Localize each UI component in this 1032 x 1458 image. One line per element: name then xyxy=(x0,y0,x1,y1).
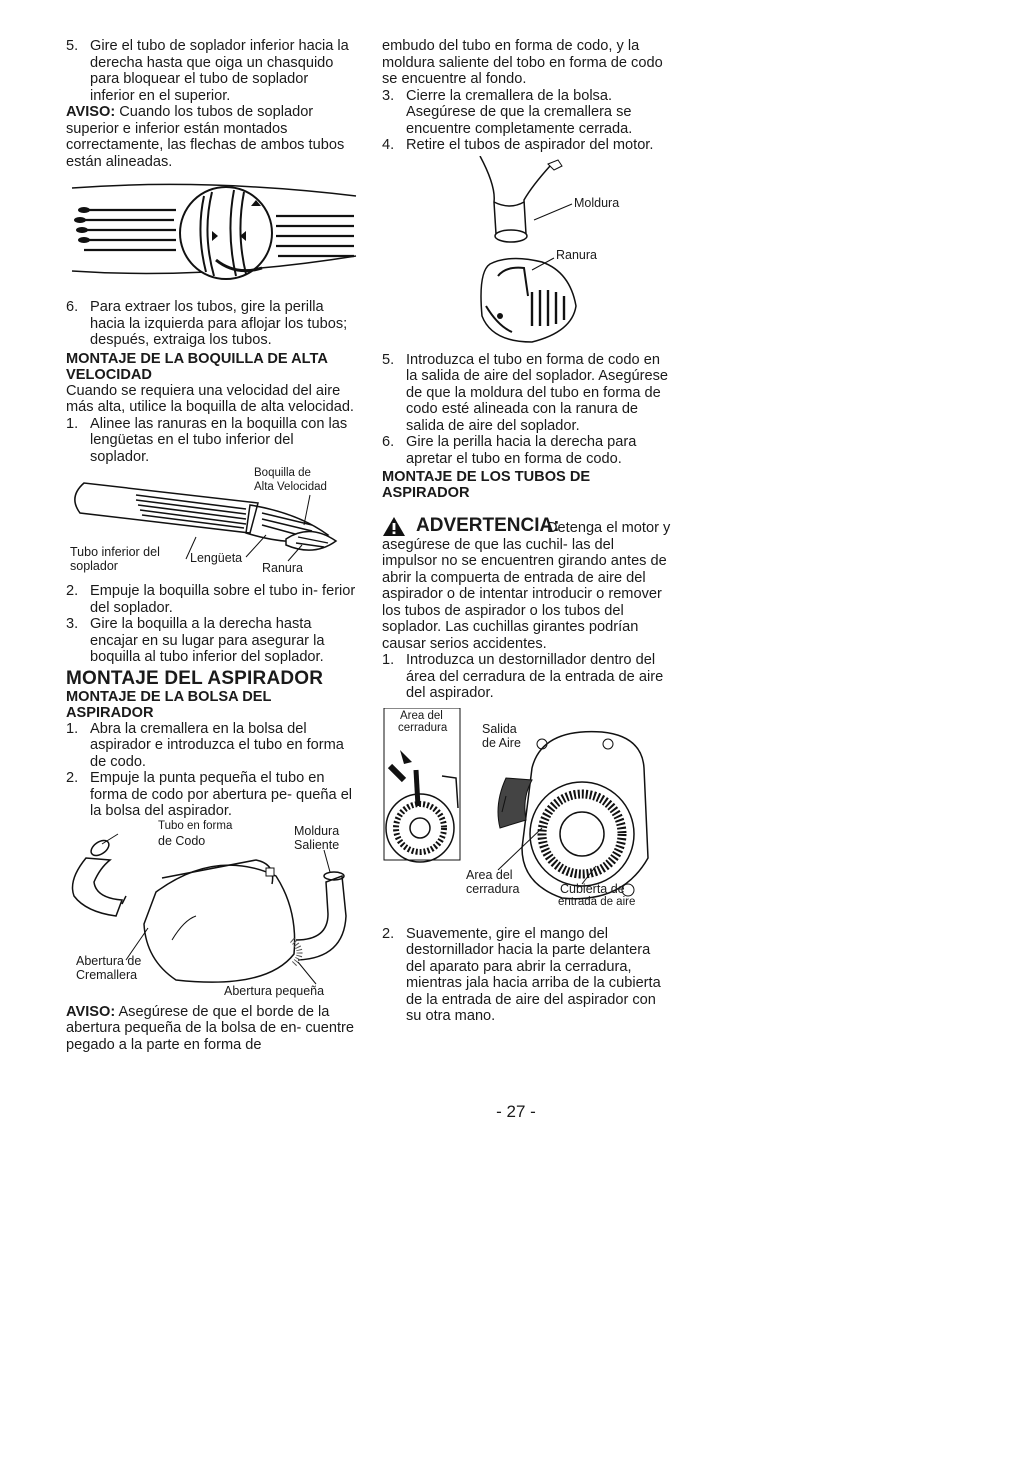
step-text: Gire la boquilla a la derecha hasta encajar en su lugar para asegurar la boquilla al tubo inferior del soplador. xyxy=(90,616,325,665)
label-alta-velocidad: Alta Velocidad xyxy=(254,481,327,493)
step-5 xyxy=(66,38,356,104)
step-t1 xyxy=(382,652,672,702)
step-text: Alinee las ranuras en la boquilla con las lengüetas en el tubo inferior del soplador. xyxy=(90,415,348,465)
step-text: Retire el tubos de aspirador del motor. xyxy=(406,137,654,153)
label-boquilla: Boquilla de xyxy=(254,467,311,479)
label-ranura: Ranura xyxy=(556,247,597,262)
left-column xyxy=(66,38,356,1053)
step-text: Gire la perilla hacia la derecha para apretar el tubo en forma de codo. xyxy=(406,434,637,467)
step-b3 xyxy=(66,616,356,666)
step-t2 xyxy=(382,926,672,1025)
label-de-aire: de Aire xyxy=(482,735,521,750)
bag-figure xyxy=(66,820,356,1004)
warning-text: Detenga el motor y asegúrese de que las cuchil- las del impulsor no se encuentren girando antes de abrir la compuerta de entrada de aire del aspirador o de intentar introducir o remover los tubos de aspirador o los tubos del soplador. Las cuchillas girantes podrían causar serios accidentes. xyxy=(382,520,671,652)
lock-figure xyxy=(382,708,672,918)
label-moldura: Moldura xyxy=(294,823,340,838)
page-number: - 27 - xyxy=(496,1102,536,1121)
step-b2 xyxy=(66,583,356,616)
elbow-illustration xyxy=(382,156,672,352)
step-number: 3. xyxy=(66,616,79,632)
step-text: Abra la cremallera en la bolsa del aspirador e introduzca el tubo en forma de codo. xyxy=(90,720,344,770)
step-b1 xyxy=(66,416,356,466)
label-entrada-de-aire: entrada de aire xyxy=(558,895,636,908)
label-cerradura-small: cerradura xyxy=(398,721,448,734)
label-cubierta: Cubierta de xyxy=(560,881,625,896)
warning-icon xyxy=(382,516,406,537)
section-title-boquilla: MONTAJE DE LA BOQUILLA DE ALTA VELOCIDAD xyxy=(66,350,328,383)
warning-label: ADVERTENCIA: xyxy=(416,515,560,536)
label-salida: Salida xyxy=(482,721,517,736)
label-ranura: Ranura xyxy=(262,561,303,575)
step-number: 1. xyxy=(66,720,79,737)
step-text: Introduzca el tubo en forma de codo en la salida de aire del soplador. Asegúrese de que la moldura del tubo en forma de codo esté alineada con la ranura de salida de aire del soplador. xyxy=(406,351,669,434)
step-text: Gire el tubo de soplador inferior hacia la derecha hasta que oiga un chasquido para bloquear el tubo de soplador inferior en el superior. xyxy=(90,38,349,104)
aviso-label: AVISO: xyxy=(66,1003,116,1020)
step-number: 6. xyxy=(382,434,395,450)
label-tubo-forma: Tubo en forma xyxy=(158,819,233,832)
label-de-codo: de Codo xyxy=(158,833,206,848)
step-a1 xyxy=(66,721,356,771)
step-6 xyxy=(66,299,356,349)
step-number: 6. xyxy=(66,299,79,315)
section-title-tubos: MONTAJE DE LOS TUBOS DE ASPIRADOR xyxy=(382,469,591,501)
aviso-text: Asegúrese de que el borde de la abertura pequeña de la bolsa de en- cuentre pegado a la parte en forma de xyxy=(66,1003,355,1053)
step-text: Cierre la cremallera de la bolsa. Asegúrese de que la cremallera se encuentre completamente cerrada. xyxy=(406,87,633,137)
label-cerradura: cerradura xyxy=(466,881,520,896)
step-number: 2. xyxy=(382,925,395,942)
section-title-bolsa: MONTAJE DE LA BOLSA DEL ASPIRADOR xyxy=(66,688,272,721)
label-area-del-small: Area del xyxy=(400,709,443,722)
label-tubo-inferior: Tubo inferior del xyxy=(70,545,160,559)
step-r4 xyxy=(382,137,672,154)
section-title-aspirador: MONTAJE DEL ASPIRADOR xyxy=(66,667,324,689)
label-abertura-de: Abertura de xyxy=(76,953,142,968)
step-text: Empuje la punta pequeña el tubo en forma de codo por abertura pe- queña el la bolsa del aspirador. xyxy=(90,770,353,819)
aviso-note xyxy=(66,104,356,170)
label-cremallera: Cremallera xyxy=(76,967,138,982)
step-r5 xyxy=(382,352,672,435)
label-saliente: Saliente xyxy=(294,837,340,852)
lock-illustration xyxy=(382,708,672,918)
elbow-figure xyxy=(382,156,672,352)
step-a2 xyxy=(66,770,356,820)
label-soplador: soplador xyxy=(70,559,118,573)
label-abertura-pequena: Abertura pequeña xyxy=(224,983,325,998)
aviso-label: AVISO: xyxy=(66,104,116,120)
step-number: 2. xyxy=(66,770,79,786)
label-area-del: Area del xyxy=(466,867,513,882)
step-number: 1. xyxy=(66,415,79,432)
step-number: 5. xyxy=(66,38,79,54)
step-number: 5. xyxy=(382,351,395,368)
label-moldura: Moldura xyxy=(574,195,620,210)
step-text: Para extraer los tubos, gire la perilla hacia la izquierda para aflojar los tubos; después, extraiga los tubos. xyxy=(90,299,348,348)
step-number: 1. xyxy=(382,652,395,668)
step-number: 4. xyxy=(382,137,395,153)
step-r3 xyxy=(382,88,672,138)
tube-alignment-figure xyxy=(66,176,356,294)
step-text: Empuje la boquilla sobre el tubo in- ferior del soplador. xyxy=(90,583,356,616)
step-number: 3. xyxy=(382,87,395,104)
nozzle-figure xyxy=(66,465,356,583)
continued-text: embudo del tubo en forma de codo, y la moldura saliente del tobo en forma de codo se encuentre al fondo. xyxy=(382,38,663,87)
aviso-text: Cuando los tubos de soplador superior e inferior están montados correctamente, las flechas de ambos tubos están alineadas. xyxy=(66,104,345,170)
step-number: 2. xyxy=(66,583,79,599)
right-column xyxy=(382,38,672,1025)
label-lengueta: Lengüeta xyxy=(190,551,243,565)
step-text: Suavemente, gire el mango del destornillador hacia la parte delantera del aparato para abrir la cerradura, mientras jala hacia arriba de la cubierta de la entrada de aire del aspirador con su otra mano. xyxy=(406,925,661,1024)
boquilla-intro: Cuando se requiera una velocidad del aire más alta, utilice la boquilla de alta velocidad. xyxy=(66,382,354,415)
step-text: Introduzca un destornillador dentro del área del cerradura de la entrada de aire del aspirador. xyxy=(406,652,664,701)
aviso-note-2 xyxy=(66,1004,356,1054)
step-r6 xyxy=(382,434,672,467)
tube-alignment-illustration xyxy=(66,176,358,292)
